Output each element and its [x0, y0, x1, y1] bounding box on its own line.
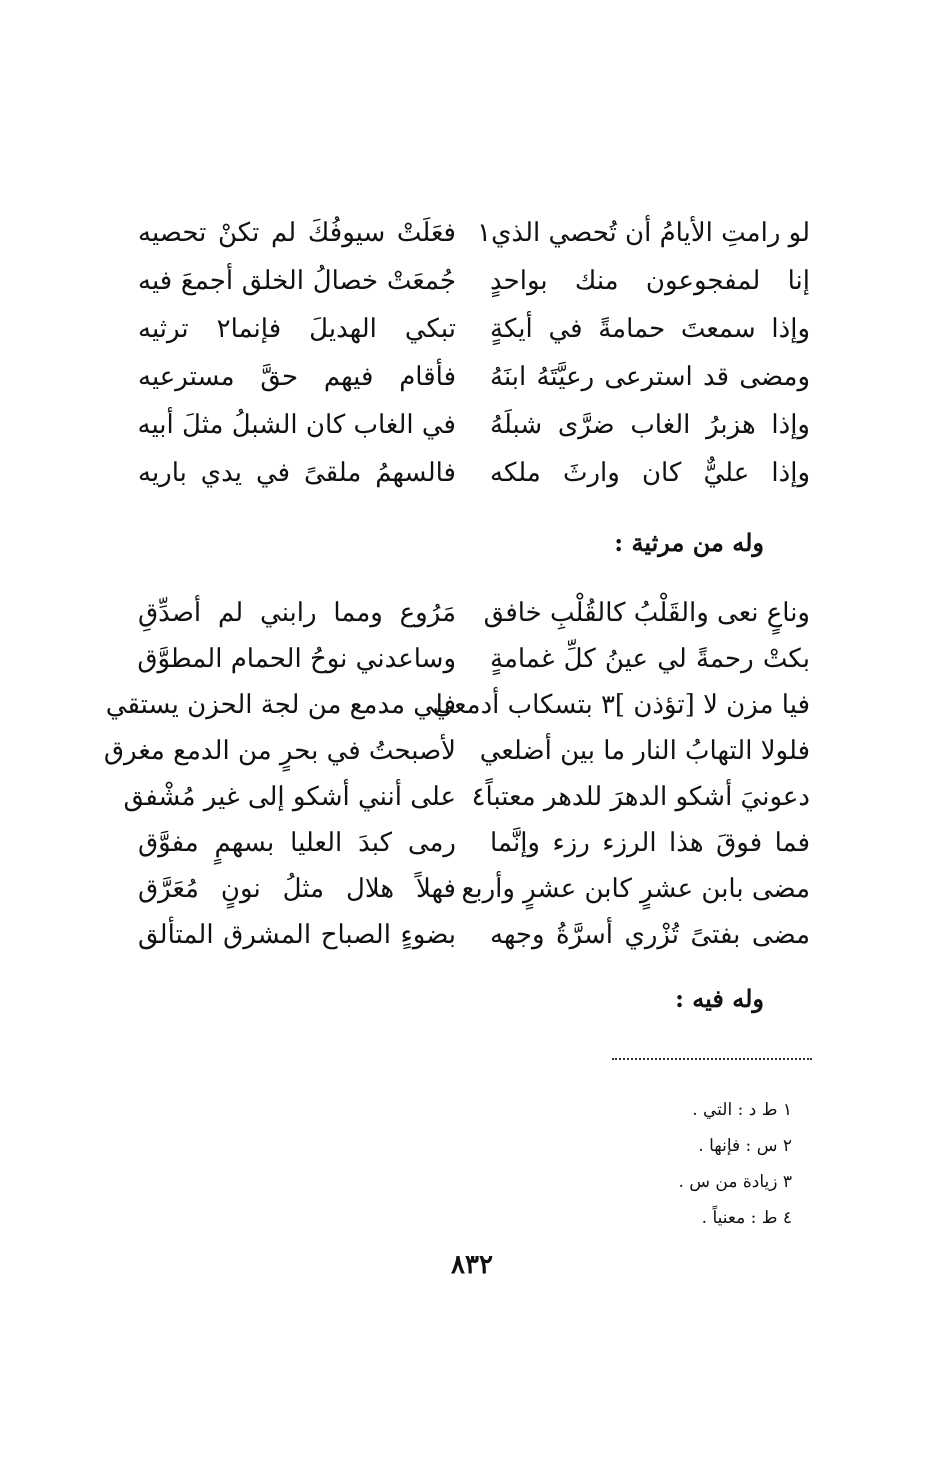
verse-left-hemistich: بضوءٍ الصباح المشرق المتألق: [138, 920, 456, 950]
verse-left-hemistich: فهلاً هلال مثلُ نونٍ مُعَرَّق: [138, 874, 456, 904]
verse-left-hemistich: لأصبحتُ في بحرٍ من الدمع مغرق: [103, 736, 456, 766]
section-heading: وله فيه :: [675, 984, 764, 1013]
footnotes: [560, 1092, 792, 1236]
verse-left-hemistich: فعَلَتْ سيوفُكَ لم تكنْ تحصيه: [138, 218, 456, 248]
verse-right-hemistich: لو رامتِ الأيامُ أن تُحصي الذي١: [477, 218, 810, 248]
verse-right-hemistich: وإذا عليٌّ كان وارثَ ملكه: [490, 458, 810, 488]
verse-left-hemistich: فأقام فيهم حقَّ مسترعيه: [138, 362, 456, 392]
footnote: ٤ ط : معنياً .: [701, 1208, 792, 1228]
verse-line: [0, 302, 944, 356]
verse-line: [0, 254, 944, 308]
verse-line: [0, 206, 944, 260]
verse-right-hemistich: ومضى قد استرعى رعيَّتَهُ ابنَهُ: [490, 362, 810, 392]
verse-left-hemistich: في الغاب كان الشبلُ مثلَ أبيه: [137, 410, 456, 440]
verse-right-hemistich: مضى بفتىً تُزْري أسرَّةُ وجهه: [490, 920, 810, 950]
verse-right-hemistich: مضى بابن عشرٍ كابن عشرٍ وأربع: [461, 874, 810, 904]
section-heading: وله من مرثية :: [614, 528, 764, 557]
verse-right-hemistich: دعونيَ أشكو الدهرَ للدهر معتباً٤: [471, 782, 810, 812]
verse-left-hemistich: فالسهمُ ملقىً في يدي باريه: [138, 458, 456, 488]
verse-left-hemistich: جُمعَتْ خصالُ الخلق أجمعَ فيه: [138, 266, 456, 296]
verse-left-hemistich: رمى كبدَ العليا بسهمٍ مفوَّق: [138, 828, 456, 858]
verse-right-hemistich: بكتْ رحمةً لي عينُ كلِّ غمامةٍ: [490, 644, 810, 674]
verse-left-hemistich: مَرُوع ومما رابني لم أصدِّقِ: [138, 598, 456, 628]
verse-right-hemistich: فيا مزن لا [تؤذن ]٣ بتسكاب أدمعي: [432, 690, 810, 720]
verse-left-hemistich: وساعدني نوحُ الحمام المطوَّق: [137, 644, 456, 674]
verse-left-hemistich: فلي مدمع من لجة الحزن يستقي: [105, 690, 456, 720]
verse-line: [0, 908, 944, 962]
footnote: ١ ط د : التي .: [692, 1100, 792, 1120]
verse-line: [0, 350, 944, 404]
verse-right-hemistich: فلولا التهابُ النار ما بين أضلعي: [479, 736, 810, 766]
verse-right-hemistich: إنا لمفجوعون منك بواحدٍ: [490, 266, 810, 296]
verse-line: [0, 398, 944, 452]
page-number: ٨٣٢: [451, 1250, 493, 1280]
verse-right-hemistich: وإذا هزبرُ الغاب ضرَّى شبلَهُ: [490, 410, 810, 440]
verse-line: [0, 446, 944, 500]
footnote-separator: [612, 1058, 812, 1060]
footnote: ٢ س : فإنها .: [698, 1136, 792, 1156]
verse-left-hemistich: تبكي الهديلَ فإنما٢ ترثيه: [138, 314, 456, 344]
verse-left-hemistich: على أنني أشكو إلى غير مُشْفق: [123, 782, 456, 812]
verse-right-hemistich: وإذا سمعتَ حمامةً في أيكةٍ: [490, 314, 810, 344]
verse-right-hemistich: وناعٍ نعى والقَلْبُ كالقُلْبِ خافق: [483, 598, 810, 628]
footnote: ٣ زيادة من س .: [678, 1172, 792, 1192]
verse-right-hemistich: فما فوقَ هذا الرزء رزء وإنَّما: [490, 828, 810, 858]
